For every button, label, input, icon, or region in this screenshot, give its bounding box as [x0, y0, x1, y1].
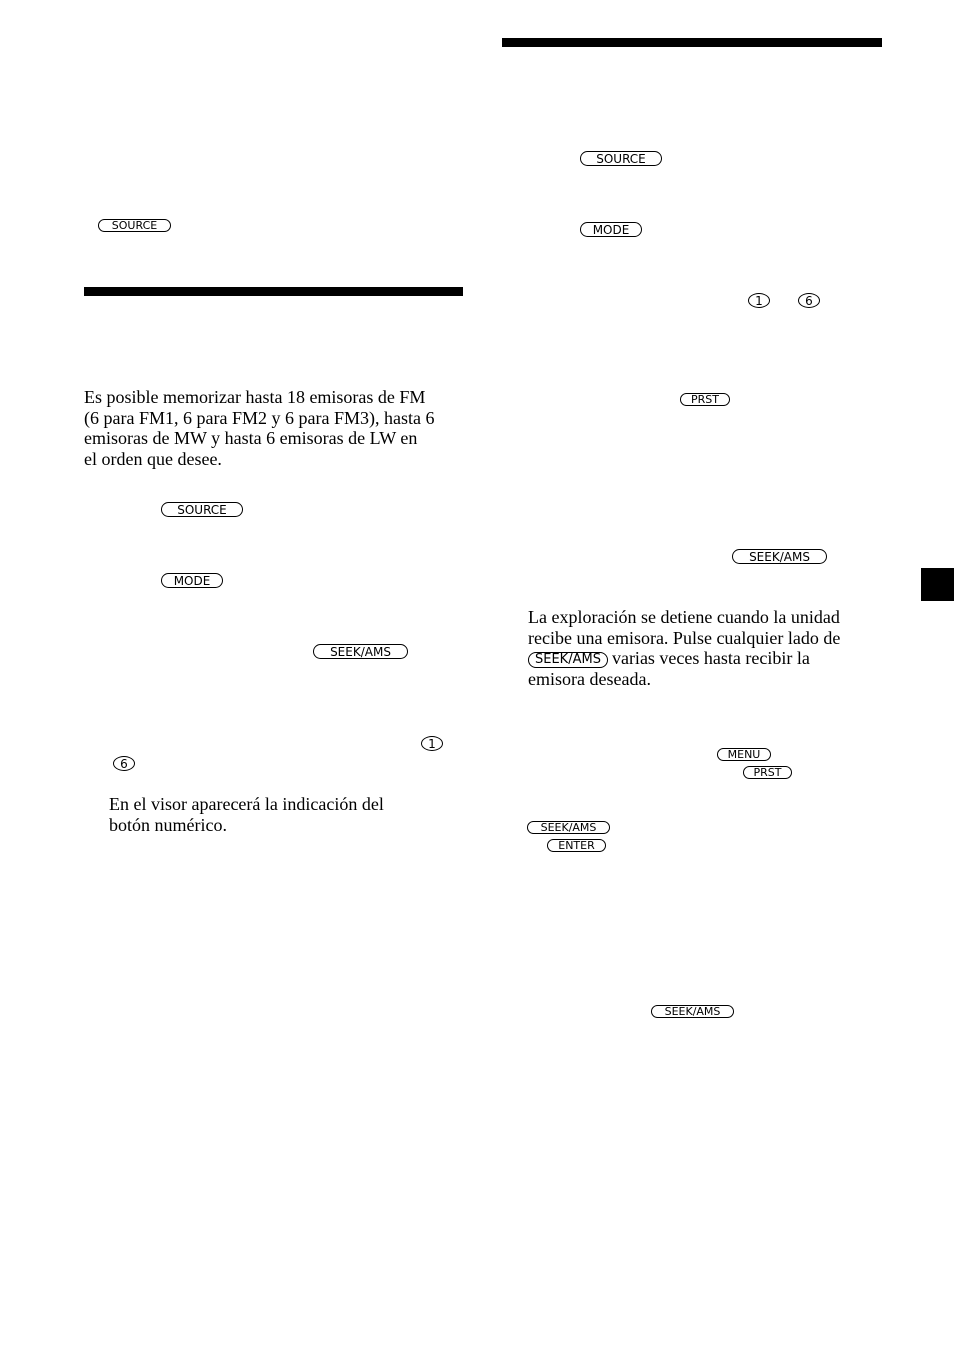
number-6-button-left[interactable]: 6 — [113, 756, 135, 771]
intro-line: el orden que desee. — [84, 448, 222, 469]
seek-ams-button-right[interactable]: SEEK/AMS — [732, 549, 827, 564]
prst-button-right[interactable]: PRST — [680, 393, 730, 406]
mode-button-left[interactable]: MODE — [161, 573, 223, 588]
scan-line-text: varias veces hasta recibir la — [611, 648, 810, 668]
intro-line: emisoras de MW y hasta 6 emisoras de LW en — [84, 428, 418, 448]
page-edge-tab — [921, 568, 954, 601]
number-6-button-right[interactable]: 6 — [798, 293, 820, 308]
scan-line — [528, 648, 840, 669]
intro-paragraph — [84, 387, 434, 469]
mode-button-right[interactable]: MODE — [580, 222, 642, 237]
scan-line: emisora deseada. — [528, 668, 651, 689]
menu-button[interactable]: MENU — [717, 748, 771, 761]
source-button-right[interactable]: SOURCE — [580, 151, 662, 166]
scan-line: recibe una emisora. Pulse cualquier lado de — [528, 627, 841, 648]
enter-button[interactable]: ENTER — [547, 839, 606, 852]
scan-paragraph — [528, 607, 840, 689]
seek-ams-button-bottom[interactable]: SEEK/AMS — [651, 1005, 734, 1018]
number-1-button-right[interactable]: 1 — [748, 293, 770, 308]
note-line: En el visor aparecerá la indicación del — [109, 794, 384, 814]
right-header-rule — [502, 38, 882, 47]
seek-ams-inline-button[interactable]: SEEK/AMS — [528, 652, 608, 668]
source-button-top-left[interactable]: SOURCE — [98, 219, 171, 232]
note-line: botón numérico. — [109, 814, 227, 835]
seek-ams-button-left[interactable]: SEEK/AMS — [313, 644, 408, 659]
source-button-left[interactable]: SOURCE — [161, 502, 243, 517]
seek-ams-button-small[interactable]: SEEK/AMS — [527, 821, 610, 834]
prst-button-right-2[interactable]: PRST — [743, 766, 792, 779]
scan-line: La exploración se detiene cuando la unidad — [528, 607, 840, 627]
left-section-rule — [84, 287, 463, 296]
number-1-button-left[interactable]: 1 — [421, 736, 443, 751]
intro-line: (6 para FM1, 6 para FM2 y 6 para FM3), hasta 6 — [84, 407, 435, 428]
intro-line: Es posible memorizar hasta 18 emisoras de FM — [84, 387, 426, 407]
note-paragraph — [109, 794, 384, 835]
